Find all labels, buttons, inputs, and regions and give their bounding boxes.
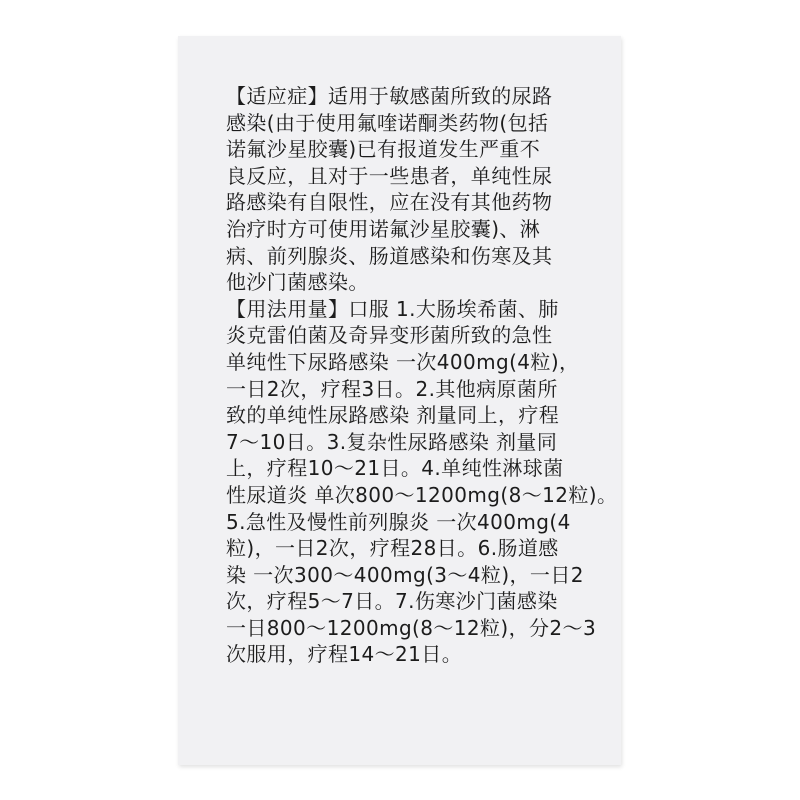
text-line: 次，疗程5～7日。7.伤寒沙门菌感染	[226, 589, 558, 614]
text-line: 诺氟沙星胶囊)已有报道发生严重不	[226, 137, 541, 162]
text-line: 炎克雷伯菌及奇异变形菌所致的急性	[226, 323, 553, 348]
text-line: 一日2次，疗程3日。2.其他病原菌所	[226, 376, 558, 401]
text-line: 5.急性及慢性前列腺炎 一次400mg(4	[226, 509, 571, 534]
text-line: 性尿道炎 单次800～1200mg(8～12粒)。	[226, 482, 618, 507]
leaflet-text	[226, 83, 618, 668]
text-line: 【用法用量】口服 1.大肠埃希菌、肺	[226, 296, 559, 321]
text-line: 他沙门菌感染。	[226, 270, 369, 295]
text-line: 病、前列腺炎、肠道感染和伤寒及其	[226, 243, 553, 268]
text-line: 7～10日。3.复杂性尿路感染 剂量同	[226, 429, 558, 454]
text-line: 路感染有自限性，应在没有其他药物	[226, 190, 553, 215]
text-line: 感染(由于使用氟喹诺酮类药物(包括	[226, 110, 549, 135]
text-line: 一日800～1200mg(8～12粒)，分2～3	[226, 615, 597, 640]
leaflet-card	[178, 36, 621, 765]
text-line: 治疗时方可使用诺氟沙星胶囊)、淋	[226, 216, 541, 241]
text-line: 致的单纯性尿路感染 剂量同上，疗程	[226, 403, 560, 428]
text-line: 上，疗程10～21日。4.单纯性淋球菌	[226, 456, 564, 481]
text-line: 良反应，且对于一些患者，单纯性尿	[226, 163, 553, 188]
text-line: 次服用，疗程14～21日。	[226, 642, 463, 667]
text-line: 粒)，一日2次，疗程28日。6.肠道感	[226, 536, 559, 561]
text-line: 单纯性下尿路感染 一次400mg(4粒)，	[226, 349, 580, 374]
text-line: 染 一次300～400mg(3～4粒)，一日2	[226, 562, 584, 587]
text-line: 【适应症】适用于敏感菌所致的尿路	[226, 84, 553, 108]
